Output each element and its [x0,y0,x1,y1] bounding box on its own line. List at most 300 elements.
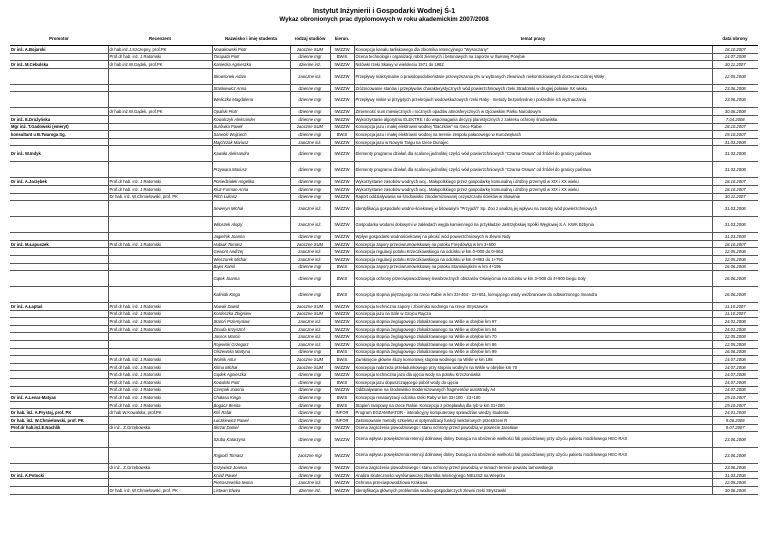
reviewer-cell: Prof.dr hab. inż. J.Ratomski [108,178,212,186]
direction-cell: IWiZZW [330,92,354,108]
promotor-cell: Mgr inż. T.Gadowski (emeryt) [10,123,108,131]
direction-cell: IWiZZW [330,233,354,241]
table-row [10,46,758,54]
thesis-topic-cell: Koncepcja stopnia żeglugowego zlokalizowanego na Wiśle w obrębie km 99 [354,348,712,356]
thesis-topic-cell: Koncepcja stopnia żeglugowego zlokalizowanego na Wiśle w obrębie km 86 [354,341,712,349]
direction-cell: BWiS [330,53,354,61]
promotor-cell: Dr inż. A.Lenar-Matyas [10,394,108,402]
study-type-cell: zaoczne SUM [290,356,330,364]
study-type-cell: dzienne mgr [290,287,330,303]
reviewer-cell [108,248,212,256]
student-name-cell: Seweryn Michał [212,201,290,217]
promotor-cell [10,193,108,201]
table-row [10,178,758,186]
defense-date-cell: 23.06.2008 [712,432,758,448]
student-name-cell: Kowalski Piotr [212,379,290,387]
table-row [10,325,758,333]
promotor-cell: Dr inż. W.Indyk [10,146,108,162]
promotor-cell [10,263,108,271]
student-name-cell: Kaniecka Agnieszka [212,61,290,69]
table-row [10,318,758,326]
direction-cell: IWiZZW [330,108,354,116]
column-header-defense-date: data obrony [712,32,758,46]
direction-cell: INFOR [330,417,354,425]
reviewer-cell: Prof.dr hab. inż. J.Ratomski [108,303,212,311]
table-row [10,471,758,479]
study-type-cell: dzienne mgr [290,233,330,241]
promotor-cell [10,310,108,318]
reviewer-cell: dr hab.inż.W.Gądek, prof.PK [108,108,212,116]
student-name-cell: Kliś Rafał [212,409,290,417]
reviewer-cell [108,84,212,92]
promotor-cell [10,479,108,487]
study-type-cell: zaoczne SUM [290,363,330,371]
promotor-cell [10,363,108,371]
promotor-cell [10,248,108,256]
study-type-cell: zaoczne SUM [290,310,330,318]
promotor-cell [10,53,108,61]
column-header-topic: temat pracy [354,32,712,46]
promotor-cell [10,356,108,364]
direction-cell: BWiS [330,394,354,402]
direction-cell: BWiS [330,356,354,364]
thesis-topic-cell: Zamknięcie główne śluzy komorowej stopnia wodnego na Wiśle w km 198 [354,356,712,364]
study-type-cell: dzienne mgr [290,432,330,448]
student-name-cell: Wiloszek Alojzy [212,217,290,233]
direction-cell: IWiZZW [330,479,354,487]
document-subtitle: Wykaz obronionych prac dyplomowych w roku akademickim 2007/2008 [279,16,489,23]
reviewer-cell: Prof.dr hab. inż. J.Ratomski [108,371,212,379]
table-row [10,271,758,287]
reviewer-cell [108,333,212,341]
student-name-cell: Kawała Aleksandra [212,146,290,162]
thesis-topic-cell: Program EGZAMINATOR - interakcyjny komputerowy sprawdzian wiedzy studenta [354,409,712,417]
direction-cell: IWiZZW [330,185,354,193]
promotor-cell: Dr hab. inż. W.Chmielowski, prof. PK [10,417,108,425]
defense-date-cell: 16.06.2008 [712,287,758,303]
table-row [10,417,758,425]
table-row [10,255,758,263]
study-type-cell: dzienne mgr [290,379,330,387]
thesis-topic-cell: Ocena zagrożenia powodziowego i stanu ochrony przed powodzią w powiecie Jarosław [354,424,712,432]
promotor-cell: Dr inż. A.Bojarski [10,46,108,54]
student-name-cell: Stankiewicz Anna [212,84,290,92]
thesis-topic-cell: Koncepcja regulacji potoku Krzeczkowskiego na odcinku w km 0+000 do 0+863 [354,248,712,256]
thesis-topic-cell: Oddziaływanie na środowisko modernizowanych fragmentów autostrady A4 [354,386,712,394]
reviewer-cell [108,448,212,464]
study-type-cell: zaoczne inż. [290,201,330,217]
student-name-cell: Olszewska Martyna [212,348,290,356]
reviewer-cell: Prof.dr hab. inż. J.Ratomski [108,185,212,193]
table-row [10,486,758,494]
study-type-cell: dzienne mgr [290,271,330,287]
direction-cell: IWiZZW [330,146,354,162]
reviewer-cell [108,271,212,287]
reviewer-cell [108,432,212,448]
thesis-topic-cell: Wykorzystanie algorytmu ELEKTRE I do wspomagania decyzji planistycznych z zakresu ochrony środowiska [354,115,712,123]
direction-cell: IWiZZW [330,464,354,472]
column-header-direction: kierun. [330,32,354,46]
reviewer-cell [108,123,212,131]
study-type-cell: dzienne mgr [290,386,330,394]
thesis-topic-cell: Zastosowanie metody szkieletu w optymalizacji funkcji wektorowych przestrzeni R [354,417,712,425]
table-row [10,371,758,379]
defense-date-cell: 16.06.2008 [712,263,758,271]
thesis-topic-cell: Identyfikacja głównych problemów wodno-gospodarczych zlewni rzeki Stryszawki [354,486,712,494]
study-type-cell: dzienne mgr [290,131,330,139]
direction-cell: IWiZZW [330,471,354,479]
promotor-cell [10,318,108,326]
promotor-cell [10,138,108,146]
defense-date-cell: 12.05.2008 [712,333,758,341]
study-type-cell: dzienne mgr [290,108,330,116]
defense-date-cell: 30.06.2008 [712,108,758,116]
thesis-topic-cell: Koncepcja zapory przeciwrumowiskowej na potoku Starowiejskim w km 4+195 [354,263,712,271]
direction-cell: IWiZZW [330,115,354,123]
reviewer-cell: Prof.dr hab. inż. J.Ratomski [108,386,212,394]
reviewer-cell: Prof.dr hab. inż. J.Ratomski [108,325,212,333]
promotor-cell [10,371,108,379]
promotor-cell: Dr inż. A.Jarzębek [10,178,108,186]
student-name-cell: Czerpak Joanna [212,386,290,394]
table-row [10,68,758,84]
student-name-cell: Szuba Katarzyna [212,432,290,448]
study-type-cell: dzienne mgr [290,185,330,193]
thesis-topic-cell: Koncepcja stopnia żeglugowego zlokalizowanego na Wiśle w obrębie km 97 [354,318,712,326]
table-row [10,263,758,271]
student-name-cell: Chałasa Kinga [212,394,290,402]
student-name-cell: Rajpold Tomasz [212,448,290,464]
defense-date-cell: 18.10.2007 [712,178,758,186]
table-row [10,348,758,356]
direction-cell: IWiZZW [330,248,354,256]
table-row [10,84,758,92]
direction-cell: IWiZZW [330,448,354,464]
reviewer-cell [108,138,212,146]
table-row [10,217,758,233]
direction-cell: INFOR [330,409,354,417]
column-header-student: Nazwisko i imię studenta [212,32,290,46]
direction-cell: IWiZZW [330,432,354,448]
reviewer-cell: Prof.dr hab. inż. J.Ratomski [108,379,212,387]
study-type-cell: zaoczne inż. [290,333,330,341]
defense-date-cell: 18.10.2007 [712,240,758,248]
table-body [10,46,758,495]
study-type-cell: zaoczne inż. [290,248,330,256]
thesis-topic-cell: Ocena wpływu powiększenia retencji dolinowej doliny Dunajca na obniżenie wielkości fali powodziowej przy użyciu pakietu modelowego HEC-RAS [354,432,712,448]
reviewer-cell: Prof.dr hab. inż. J.Ratomski [108,318,212,326]
student-name-cell: Kluz-Furman Anna [212,185,290,193]
defense-date-cell: 30.06.2008 [712,486,758,494]
thesis-topic-cell: Koncepcja jazu i małej elektrowni wodnej "Baczków" na rzece Rabie [354,123,712,131]
defense-date-cell: 18.10.2007 [712,185,758,193]
study-type-cell: dzienne mgr [290,348,330,356]
student-name-cell: Nowakowski Piotr [212,46,290,54]
promotor-cell [10,325,108,333]
defense-date-cell: 24.01.2008 [712,409,758,417]
study-type-cell: zaoczne inż. [290,138,330,146]
study-type-cell: dzienne inż. [290,61,330,69]
table-row [10,162,758,178]
reviewer-cell: Dr hab. inż. W.Chmielowski, prof. PK [108,193,212,201]
direction-cell: BWiS [330,287,354,303]
thesis-topic-cell: Ochrona przeciwpowodziowa Krakowa [354,479,712,487]
reviewer-cell: Prof.dr hab. inż. J.Ratomski [108,394,212,402]
student-name-cell: Tarapata Piotr [212,53,290,61]
study-type-cell: dzienne mgr [290,53,330,61]
defense-date-cell: 24.01.2008 [712,325,758,333]
reviewer-cell [108,287,212,303]
student-name-cell: Kordeczka Zbigniew [212,310,290,318]
thesis-topic-cell: Niżówki rzeki Skawy w wieloleciu 1971 do 1982 [354,61,712,69]
study-type-cell: dzienne mgr [290,92,330,108]
direction-cell: IWiZZW [330,84,354,92]
defense-date-cell: 19.10.2007 [712,131,758,139]
student-name-cell: Klima Michał [212,363,290,371]
direction-cell: IWiZZW [330,178,354,186]
reviewer-cell [108,92,212,108]
reviewer-cell: Prof.dr hab. inż. J.Ratomski [108,356,212,364]
reviewer-cell: dr inż.. Z.Grzębowska [108,464,212,472]
promotor-cell [10,348,108,356]
table-row [10,310,758,318]
direction-cell: BWiS [330,263,354,271]
thesis-topic-cell: Koncepcja techniczna jazu dla ujęcia wody na potoku Krzczonówka [354,371,712,379]
study-type-cell: zaoczne inż. [290,318,330,326]
table-row [10,61,758,69]
table-row [10,401,758,409]
student-name-cell: Pietraszewska Iwona [212,479,290,487]
promotor-cell [10,162,108,178]
study-type-cell: zaoczne inż. [290,341,330,349]
thesis-topic-cell: Elementy programu działań dla scalonej jednolitej części wód powierzchniowych "Czarna Orawa" od źródeł do granicy państwa [354,162,712,178]
defense-date-cell: 30.11.2007 [712,61,758,69]
thesis-topic-cell: Koncepcja stopnia żeglugowego zlokalizowanego na Wiśle w obrębie km 70 [354,333,712,341]
reviewer-cell: dr hab.inż.W.Gądek, prof.PK [108,61,212,69]
reviewer-cell [108,146,212,162]
promotor-cell: Dr inż. E.Drużyńska [10,115,108,123]
defense-date-cell: 19.10.2007 [712,401,758,409]
table-row [10,233,758,241]
table-row [10,108,758,116]
student-name-cell: Wolnik Artur [212,356,290,364]
direction-cell: BWiS [330,379,354,387]
student-name-cell: Przywara Mariusz [212,162,290,178]
thesis-topic-cell: Koncepcja regulacji potoku Krzeczkowskiego na odcinku w km 0+863 do 1+791 [354,255,712,263]
defense-date-cell: 31.03.2008 [712,217,758,233]
column-header-study-type: rodzaj studiów [290,32,330,46]
study-type-cell: zaoczne inż. [290,68,330,84]
thesis-topic-cell: Zróżnicowanie stanów i przepływów charakterystycznych wód powierzchniowych rzeki Stradomki w drugiej połowie XX wieku [354,84,712,92]
promotor-cell [10,401,108,409]
thesis-topic-cell: Koncepcja jazu dopuszczającego pobór wody do ujęcia [354,379,712,387]
study-type-cell: dzienne mgr [290,401,330,409]
reviewer-cell [108,115,212,123]
table-row [10,201,758,217]
defense-date-cell: 14.07.2008 [712,371,758,379]
direction-cell: IWiZZW [330,240,354,248]
defense-date-cell: 14.07.2008 [712,356,758,364]
promotor-cell [10,84,108,92]
student-name-cell: Opalski Piotr [212,108,290,116]
thesis-topic-cell: Wykorzystanie zasobów wodnych woj.. Małopolskiego przez gospodarkę komunalną i drobny przemysł w XIX i XX wieku [354,178,712,186]
study-type-cell: dzienne mgr [290,424,330,432]
table-row [10,92,758,108]
reviewer-cell [108,341,212,349]
direction-cell: IWiZZW [330,424,354,432]
thesis-topic-cell: Wpływ gospodarki wodnościekowej na jakość wód powierzchniowych w zlewni Nidy [354,233,712,241]
reviewer-cell [108,479,212,487]
study-type-cell: dzienne mgr [290,409,330,417]
defense-date-cell: 31.03.2008 [712,162,758,178]
student-name-cell: Surówka Paweł [212,123,290,131]
direction-cell: IWiZZW [330,255,354,263]
defense-date-cell: 14.07.2008 [712,363,758,371]
defense-date-cell: 30.11.2007 [712,193,758,201]
defense-date-cell: 31.03.2008 [712,233,758,241]
study-type-cell: dzienne mgr [290,371,330,379]
defense-date-cell: 14.07.2008 [712,379,758,387]
reviewer-cell [108,263,212,271]
promotor-cell: Dr hab. inż. A.Prystaj, prof. PK [10,409,108,417]
direction-cell: IWiZZW [330,61,354,69]
study-type-cell: dzienne mgr [290,162,330,178]
reviewer-cell [108,217,212,233]
study-type-cell: dzienne mgr [290,394,330,402]
reviewer-cell [108,68,212,84]
student-name-cell: Wieliczko Magdalena [212,92,290,108]
thesis-topic-cell: Koncepcja renaturyzacji odcinka rzeki Raby w km 33+100 - 23+100 [354,394,712,402]
student-name-cell: Majchrzak Mariusz [212,138,290,146]
thesis-topic-cell: Koncepcja zapory przeciwrumowiskowej na potoku Forędówka w km 3+500 [354,240,712,248]
reviewer-cell [108,233,212,241]
thesis-topic-cell: Ocena zagrożenia powodziowego i stanu ochrony przed powodzią w ramach terenie powiatu tarnowskiego [354,464,712,472]
reviewer-cell [108,162,212,178]
defense-date-cell: 7.04.2008 [712,115,758,123]
thesis-topic-cell: Przepływy maksymalne o prawdopodobieństwie przewyższania p% w wybranych zlewniach niekontrolowanych dorzecza Górnej Wisły [354,68,712,84]
reviewer-cell [108,417,212,425]
promotor-cell [10,271,108,287]
defense-date-cell: 12.05.2008 [712,341,758,349]
study-type-cell: dzienne mgr [290,146,330,162]
defense-date-cell: 16.06.2008 [712,271,758,287]
promotor-cell [10,201,108,217]
student-name-cell: Listwan Elwira [212,486,290,494]
direction-cell: IWiZZW [330,341,354,349]
table-row [10,240,758,248]
study-type-cell: dzienne mgr [290,464,330,472]
direction-cell: BWiS [330,271,354,287]
study-type-cell: dzienne mgr [290,178,330,186]
promotor-cell [10,341,108,349]
student-name-cell: Gewont Andrzej [212,248,290,256]
promotor-cell [10,386,108,394]
student-name-cell: Kaliniak Kinga [212,287,290,303]
defense-date-cell: 24.01.2008 [712,318,758,326]
thesis-topic-cell: Ocena wpływu powiększenia retencji dolinowej doliny Dunajca na obniżenie wielkości fali powodziowej przy użyciu pakietu modelowego HEC-RAS [354,448,712,464]
reviewer-cell: Prof.dr hab. inż. J.Ratomski [108,310,212,318]
defense-date-cell: 31.03.2008 [712,471,758,479]
defense-date-cell: 14.07.2008 [712,53,758,61]
student-name-cell: Hubiak Tomasz [212,240,290,248]
defense-date-cell: 23.06.2008 [712,448,758,464]
student-name-cell: Kniaź Paweł [212,471,290,479]
student-name-cell: Sanecki Wojciech [212,131,290,139]
defense-date-cell: 31.03.2008 [712,146,758,162]
table-row [10,363,758,371]
direction-cell: IWiZZW [330,217,354,233]
defense-date-cell: 11.10.2007 [712,310,758,318]
thesis-topic-cell: Wykorzystanie zasobów wodnych woj.. Małopolskiego przez gospodarkę komunalną i drobny przemysł w XIX i XX wieku [354,185,712,193]
promotor-cell: konsultant u B.Twaroga Sg. [10,131,108,139]
table-row [10,146,758,162]
table-row [10,394,758,402]
table-row [10,193,758,201]
table-row [10,341,758,349]
direction-cell: IWiZZW [330,310,354,318]
promotor-cell [10,333,108,341]
defense-date-cell: 12.05.2008 [712,248,758,256]
promotor-cell [10,108,108,116]
direction-cell: IWiZZW [330,333,354,341]
table-row [10,138,758,146]
reviewer-cell [108,348,212,356]
promotor-cell [10,379,108,387]
promotor-cell: Dr inż. A.Potocki [10,471,108,479]
defense-date-cell: 9.07.2007 [712,424,758,432]
student-name-cell: Żmuda Krzysztof [212,325,290,333]
student-name-cell: Skowronek Adam [212,68,290,84]
thesis-topic-cell: Przepływy niskie w przyjętych przekrojach wodowskazowych rzeki Raby - metody bezpośrednie i pośrednie ich wyznaczania [354,92,712,108]
thesis-topic-cell: Koncepcja stopnia piętrzącego na rzece Rabie w km 23+464 - 22+651, kierującego wody wezbraniowe do odtworzonego meandra [354,287,712,303]
table-row [10,379,758,387]
promotor-cell: Dr inż. M.Łapuszek [10,240,108,248]
thesis-topic-cell: Koncepcja jazu i małej elektrowni wodnej na terenie zespołu pałacowego w Kurozwękach [354,131,712,139]
student-name-cell: Rojewski Grzegorz [212,341,290,349]
student-name-cell: Staroń Przemysław [212,318,290,326]
table-row [10,356,758,364]
table-row [10,333,758,341]
thesis-topic-cell: Raport oddziaływania na środowisko zmodernizowanej oczyszczalni ścieków w Skawinie [354,193,712,201]
defense-date-cell: 31.03.2008 [712,138,758,146]
student-name-cell: Kowalczyk Aleksander [212,115,290,123]
promotor-cell [10,217,108,233]
thesis-topic-cell: Analiza skuteczności wyrównawczej zbiornika retencyjnego NIELISZ na Wieprzu [354,471,712,479]
direction-cell: IWiZZW [330,46,354,54]
direction-cell: IWiZZW [330,303,354,311]
table-row [10,424,758,432]
thesis-topic-cell: Koncepcja nabrzeża przeładunkowego przy stopniu wodnym na Wiśle w obrębie km 70 [354,363,712,371]
column-header-promotor: Promotor [10,32,108,46]
study-type-cell: dzienne mgr [290,471,330,479]
reviewer-cell [108,255,212,263]
table-row [10,123,758,131]
thesis-topic-cell: Koncepcja jazu w Nowym Targu na rzece Dunajec [354,138,712,146]
thesis-topic-cell: Koncepcja techniczna zapory i zbiornika wodnego na rzece Stryszawce [354,303,712,311]
study-type-cell: zaoczne SUM [290,123,330,131]
thesis-topic-cell: Elementy programu działań dla scalonej jednolitej części wód powierzchniowych "Czarna Orawa" od źródeł do granicy państwa [354,146,712,162]
table-row [10,287,758,303]
direction-cell: IWiZZW [330,363,354,371]
defense-date-cell: 23.06.2008 [712,464,758,472]
direction-cell: IWiZZW [330,486,354,494]
reviewer-cell: dr inż.. Z.Grzębowska [108,424,212,432]
direction-cell: IWiZZW [330,68,354,84]
promotor-cell [10,486,108,494]
direction-cell: BWiS [330,348,354,356]
table-row [10,248,758,256]
direction-cell: BWiS [330,401,354,409]
